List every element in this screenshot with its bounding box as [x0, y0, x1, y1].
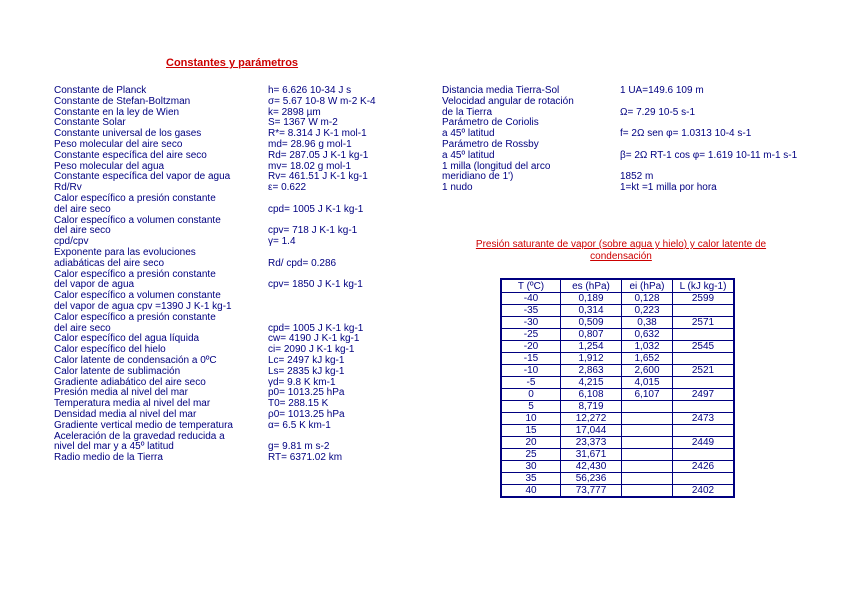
table-cell: 31,671 [561, 449, 622, 461]
table-cell [673, 329, 735, 341]
table-cell: 8,719 [561, 401, 622, 413]
table-cell [622, 461, 673, 473]
constant-label: Calor específico a presión constante [54, 311, 216, 323]
constant-label: del vapor de agua [54, 279, 135, 291]
constant-value: p0= 1013.25 hPa [268, 387, 345, 399]
table-cell: 0,632 [622, 329, 673, 341]
table-cell: 42,430 [561, 461, 622, 473]
constant-value: ρ0= 1013.25 hPa [268, 408, 345, 420]
left-constants-labels [54, 86, 233, 464]
constant-value: Rd= 287.05 J K-1 kg-1 [268, 149, 369, 161]
constant-value: 1 UA=149.6 109 m [620, 85, 704, 96]
table-cell: 20 [501, 437, 561, 449]
table-cell [622, 401, 673, 413]
table-row [501, 329, 734, 341]
constant-value: cw= 4190 J K-1 kg-1 [268, 333, 360, 345]
table-cell: 2497 [673, 389, 735, 401]
table-cell [673, 449, 735, 461]
constant-value: σ= 5.67 10-8 W m-2 K-4 [268, 95, 376, 107]
table-cell [673, 377, 735, 389]
table-cell [622, 437, 673, 449]
constant-label: Parámetro de Rossby [442, 138, 539, 150]
constant-label: Densidad media al nivel del mar [54, 408, 197, 420]
table-cell: 1,254 [561, 341, 622, 353]
constant-value: Ω= 7.29 10-5 s-1 [620, 106, 696, 118]
table-row [501, 461, 734, 473]
table-cell: -35 [501, 305, 561, 317]
constant-value [268, 313, 376, 324]
table-row [501, 425, 734, 437]
table-cell: 4,215 [561, 377, 622, 389]
table-cell: -5 [501, 377, 561, 389]
table-row [501, 293, 734, 305]
constant-value: α= 6.5 K km-1 [268, 419, 331, 431]
table-cell: 73,777 [561, 485, 622, 498]
table-cell: 6,107 [622, 389, 673, 401]
table-cell: -40 [501, 293, 561, 305]
table-row [501, 485, 734, 498]
constant-value: Rv= 461.51 J K-1 kg-1 [268, 171, 368, 183]
constant-value: T0= 288.15 K [268, 398, 329, 410]
table-cell: 2449 [673, 437, 735, 449]
table-cell: 2521 [673, 365, 735, 377]
constant-value: ε= 0.622 [268, 182, 307, 194]
constant-label: meridiano de 1') [442, 171, 514, 183]
header-ei: ei (hPa) [622, 279, 673, 293]
constant-value: h= 6.626 10-34 J s [268, 85, 352, 96]
constant-label: del aire seco [54, 203, 111, 215]
constant-value: S= 1367 W m-2 [268, 117, 338, 129]
constant-label: Constante de Stefan-Boltzman [54, 95, 191, 107]
table-cell: 2,600 [622, 365, 673, 377]
table-row [501, 365, 734, 377]
constant-label: Exponente para las evoluciones [54, 246, 196, 258]
table-cell: 0,223 [622, 305, 673, 317]
table-row [501, 473, 734, 485]
table-cell: 40 [501, 485, 561, 498]
constant-label: Calor específico a volumen constante [54, 214, 221, 226]
table-cell: 56,236 [561, 473, 622, 485]
constant-label: del aire seco [54, 225, 111, 237]
constant-label: Constante en la ley de Wien [54, 106, 180, 118]
table-row [501, 413, 734, 425]
constant-label: a 45º latitud [442, 149, 495, 161]
table-cell: 0,128 [622, 293, 673, 305]
constant-label: Calor específico a presión constante [54, 192, 216, 204]
table-cell: 0,38 [622, 317, 673, 329]
left-constants-values [268, 86, 376, 464]
table-cell: 4,015 [622, 377, 673, 389]
constant-value [620, 97, 797, 108]
constant-label: Radio medio de la Tierra [54, 452, 163, 464]
constant-label: Peso molecular del agua [54, 160, 165, 172]
table-header-row [501, 279, 734, 293]
constant-label: Presión media al nivel del mar [54, 387, 188, 399]
constant-label: cpd/cpv [54, 236, 89, 248]
constant-label: a 45º latitud [442, 128, 495, 140]
table-row [501, 389, 734, 401]
table-row [501, 449, 734, 461]
table-cell [622, 425, 673, 437]
table-cell [622, 413, 673, 425]
constant-label: Constante Solar [54, 117, 126, 129]
table-cell: 5 [501, 401, 561, 413]
table-cell: -10 [501, 365, 561, 377]
constant-label: Rd/Rv [54, 182, 82, 194]
constant-value: Lc= 2497 kJ kg-1 [268, 354, 345, 366]
constant-value: β= 2Ω RT-1 cos φ= 1.619 10-11 m-1 s-1 [620, 149, 798, 161]
constant-label: Velocidad angular de rotación [442, 95, 574, 107]
table-row [501, 317, 734, 329]
table-cell: 2473 [673, 413, 735, 425]
table-cell: 0,807 [561, 329, 622, 341]
table-cell: 2571 [673, 317, 735, 329]
constant-label: Gradiente adiabático del aire seco [54, 376, 206, 388]
table-cell: 10 [501, 413, 561, 425]
constant-value [268, 291, 376, 302]
table-cell: 0,314 [561, 305, 622, 317]
constant-value: f= 2Ω sen φ= 1.0313 10-4 s-1 [620, 128, 752, 140]
constant-value: cpv= 718 J K-1 kg-1 [268, 225, 358, 237]
table-cell: 1,912 [561, 353, 622, 365]
table-cell [673, 401, 735, 413]
constant-label: Gradiente vertical medio de temperatura [54, 419, 233, 431]
table-row [501, 377, 734, 389]
table-cell: -20 [501, 341, 561, 353]
table-cell: 2599 [673, 293, 735, 305]
table-cell: 2402 [673, 485, 735, 498]
header-es: es (hPa) [561, 279, 622, 293]
table-cell [622, 449, 673, 461]
constant-label: Calor específico a presión constante [54, 268, 216, 280]
table-cell: 23,373 [561, 437, 622, 449]
table-cell: 0,509 [561, 317, 622, 329]
constant-value: γd= 9.8 K km-1 [268, 376, 336, 388]
table-cell: 12,272 [561, 413, 622, 425]
table-cell: -25 [501, 329, 561, 341]
right-constants-labels [442, 86, 574, 194]
constant-value [268, 302, 376, 313]
constant-label: de la Tierra [442, 106, 493, 118]
table-row [501, 341, 734, 353]
constant-value: cpv= 1850 J K-1 kg-1 [268, 279, 363, 291]
table-cell: 30 [501, 461, 561, 473]
table-row [501, 437, 734, 449]
constant-value: 1=kt =1 milla por hora [620, 182, 717, 194]
table-cell [673, 425, 735, 437]
table-cell: 1,032 [622, 341, 673, 353]
constant-label: Distancia media Tierra-Sol [442, 85, 560, 96]
table-cell: 15 [501, 425, 561, 437]
constant-value: cpd= 1005 J K-1 kg-1 [268, 322, 364, 334]
constant-value: md= 28.96 g mol-1 [268, 138, 352, 150]
constant-label: Temperatura media al nivel del mar [54, 398, 211, 410]
constant-label: adiabáticas del aire seco [54, 257, 165, 269]
constant-label: Calor específico del agua líquida [54, 333, 200, 345]
constant-value: mv= 18.02 g mol-1 [268, 160, 352, 172]
constant-value: cpd= 1005 J K-1 kg-1 [268, 203, 364, 215]
table-cell: 2426 [673, 461, 735, 473]
constant-label: Parámetro de Coriolis [442, 117, 539, 129]
table-row [501, 401, 734, 413]
table-cell: 6,108 [561, 389, 622, 401]
constant-value: Rd/ cpd= 0.286 [268, 257, 337, 269]
table-cell [622, 473, 673, 485]
constant-label: Calor específico del hielo [54, 344, 166, 356]
table-cell: 2545 [673, 341, 735, 353]
constant-label: Calor latente de sublimación [54, 365, 181, 377]
table-row [501, 353, 734, 365]
table-cell: 1,652 [622, 353, 673, 365]
constant-label: Constante de Planck [54, 85, 147, 96]
table-cell: 17,044 [561, 425, 622, 437]
constant-value: γ= 1.4 [268, 236, 296, 248]
constant-label: Aceleración de la gravedad reducida a [54, 430, 225, 442]
table-cell: -15 [501, 353, 561, 365]
table-cell: -30 [501, 317, 561, 329]
table-cell: 0,189 [561, 293, 622, 305]
constant-value: g= 9.81 m s-2 [268, 441, 330, 453]
table-cell: 35 [501, 473, 561, 485]
table-cell: 25 [501, 449, 561, 461]
constant-label: Constante específica del vapor de agua [54, 171, 231, 183]
table-cell [673, 473, 735, 485]
constant-label: Constante específica del aire seco [54, 149, 207, 161]
constant-value: k= 2898 µm [268, 106, 321, 118]
page-title: Constantes y parámetros [166, 57, 299, 69]
constant-label: Constante universal de los gases [54, 128, 202, 140]
constant-value: Ls= 2835 kJ kg-1 [268, 365, 345, 377]
table-cell [622, 485, 673, 498]
constant-label: del vapor de agua cpv =1390 J K-1 kg-1 [54, 300, 232, 312]
table-cell [673, 353, 735, 365]
constant-label: nivel del mar y a 45º latitud [54, 441, 174, 453]
constant-label: Calor latente de condensación a 0ºC [54, 354, 217, 366]
header-temperature: T (ºC) [501, 279, 561, 293]
constant-label: Peso molecular del aire seco [54, 138, 183, 150]
table-cell: 2,863 [561, 365, 622, 377]
table-cell: 0 [501, 389, 561, 401]
right-constants-values [620, 86, 797, 194]
header-latent-heat: L (kJ kg-1) [673, 279, 735, 293]
constant-label: del aire seco [54, 322, 111, 334]
constant-value: RT= 6371.02 km [268, 452, 343, 464]
constant-value: 1852 m [620, 171, 654, 183]
constant-value: R*= 8.314 J K-1 mol-1 [268, 128, 367, 140]
constant-label: 1 nudo [442, 182, 473, 194]
table-row [501, 305, 734, 317]
table-cell [673, 305, 735, 317]
saturation-pressure-table [500, 278, 735, 498]
constant-value: ci= 2090 J K-1 kg-1 [268, 344, 355, 356]
table-title: Presión saturante de vapor (sobre agua y hielo) y calor latente de condensación [475, 239, 767, 262]
constant-label: Calor específico a volumen constante [54, 290, 221, 302]
constant-label: 1 milla (longitud del arco [442, 160, 551, 172]
